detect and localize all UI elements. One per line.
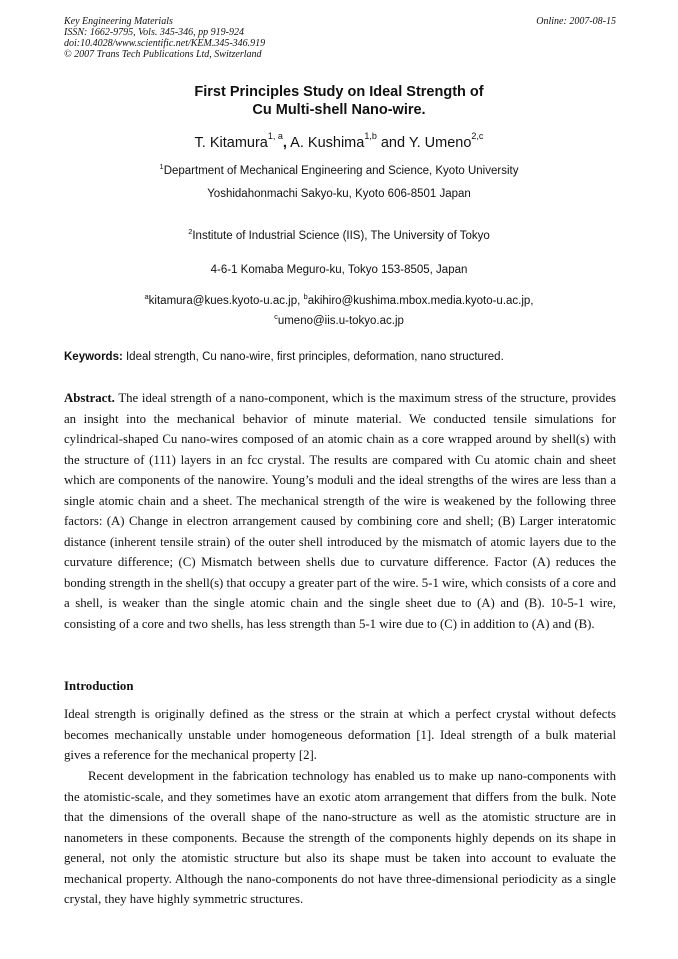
online-date: Online: 2007-08-15 xyxy=(536,16,616,27)
email-c-sup: c xyxy=(274,312,278,321)
introduction-heading: Introduction xyxy=(64,679,134,693)
journal-name: Key Engineering Materials xyxy=(64,16,173,27)
title-line-2: Cu Multi-shell Nano-wire. xyxy=(252,102,426,118)
keywords xyxy=(64,350,616,364)
author-3-sup: 2,c xyxy=(471,131,484,141)
issn-line: ISSN: 1662-9795, Vols. 345-346, pp 919-924 xyxy=(64,27,244,38)
email-line-1 xyxy=(0,290,678,308)
journal-header xyxy=(64,16,616,60)
abstract xyxy=(64,388,616,634)
author-3: and Y. Umeno xyxy=(376,134,472,151)
affiliation-2 xyxy=(0,225,678,243)
title-line-1: First Principles Study on Ideal Strength of xyxy=(194,84,484,100)
affiliation-1-line-1: Department of Mechanical Engineering and Science, Kyoto University xyxy=(163,164,519,177)
affiliation-1-sup: 1 xyxy=(159,162,164,171)
email-b: akihiro@kushima.mbox.media.kyoto-u.ac.jp, xyxy=(307,294,534,307)
keywords-label: Keywords: xyxy=(64,351,123,363)
keywords-text: Ideal strength, Cu nano-wire, first principles, deformation, nano structured. xyxy=(122,351,504,363)
author-2: A. Kushima xyxy=(286,134,365,151)
email-line-2 xyxy=(0,310,678,328)
affiliation-2-address: 4-6-1 Komaba Meguro-ku, Tokyo 153-8505, Japan xyxy=(210,264,468,276)
email-b-sup: b xyxy=(303,292,308,301)
abstract-text: The ideal strength of a nano-component, which is the maximum stress of the structure, provides an insight into the mechanical behavior of minute material. We conducted tensile simulations for cylindrical-shaped Cu nano-wires composed of an atomic chain as a core wrapped around by shell(s) with the structure of (111) layers in an fcc crystal. The results are compared with Cu atomic chain and sheet which are components of the nanowire. Young’s moduli and the ideal strengths of the wires are less than a single atomic chain and a sheet. The mechanical strength of the wire is weakened by the following three factors: (A) Change in electron arrangement caused by combining core and shell; (B) Larger interatomic distance (inherent tensile strain) of the outer shell introduced by the mismatch of atomic layers due to the curvature difference; (C) Mismatch between shells due to curvature difference. Factor (A) reduces the bonding strength in the shell(s) that occupy a greater part of the wire. 5-1 wire, which consists of a core and a shell, is weaker than the single atomic chain and the single sheet due to (A) and (B). 10-5-1 wire, consisting of a core and two shells, has less strength than 5-1 wire due to (C) in addition to (A) and (B). xyxy=(64,391,616,631)
affiliation-2-sup: 2 xyxy=(188,227,193,236)
abstract-label: Abstract. xyxy=(64,391,115,405)
email-a-sup: a xyxy=(144,292,149,301)
author-separator: , xyxy=(282,134,287,151)
author-list xyxy=(0,129,678,152)
affiliation-2-line-1: Institute of Industrial Science (IIS), The University of Tokyo xyxy=(192,229,490,242)
paper-title xyxy=(0,83,678,119)
author-1-sup: 1, a xyxy=(267,131,283,141)
affiliation-1-address: Yoshidahonmachi Sakyo-ku, Kyoto 606-8501 Japan xyxy=(207,188,471,200)
email-a: kitamura@kues.kyoto-u.ac.jp, xyxy=(148,294,304,307)
author-2-sup: 1,b xyxy=(364,131,377,141)
email-c: umeno@iis.u-tokyo.ac.jp xyxy=(277,314,404,327)
copyright-line: © 2007 Trans Tech Publications Ltd, Switzerland xyxy=(64,49,262,60)
affiliation-1 xyxy=(0,160,678,178)
introduction-paragraph-1: Ideal strength is originally defined as the stress or the strain at which a perfect crystal without defects becomes mechanically unstable under homogeneous deformation [1]. Ideal strength of a bulk material gives a reference for the mechanical property [2]. xyxy=(64,707,616,762)
doi-line: doi:10.4028/www.scientific.net/KEM.345-346.919 xyxy=(64,38,266,49)
introduction-paragraph-2: Recent development in the fabrication technology has enabled us to make up nano-components with the atomistic-scale, and they sometimes have an exotic atom arrangement that differs from the bulk. Note that the dimensions of the overall shape of the nano-structure as well as the atomistic structure are in nanometers in these components. Because the strength of the components highly depends on its shape in general, not only the atomistic structure but also its shape must be taken into account to evaluate the mechanical property. Although the nano-components do not have three-dimensional periodicity as a single crystal, they have highly symmetric structures. xyxy=(64,769,616,906)
author-1: T. Kitamura xyxy=(194,134,268,151)
